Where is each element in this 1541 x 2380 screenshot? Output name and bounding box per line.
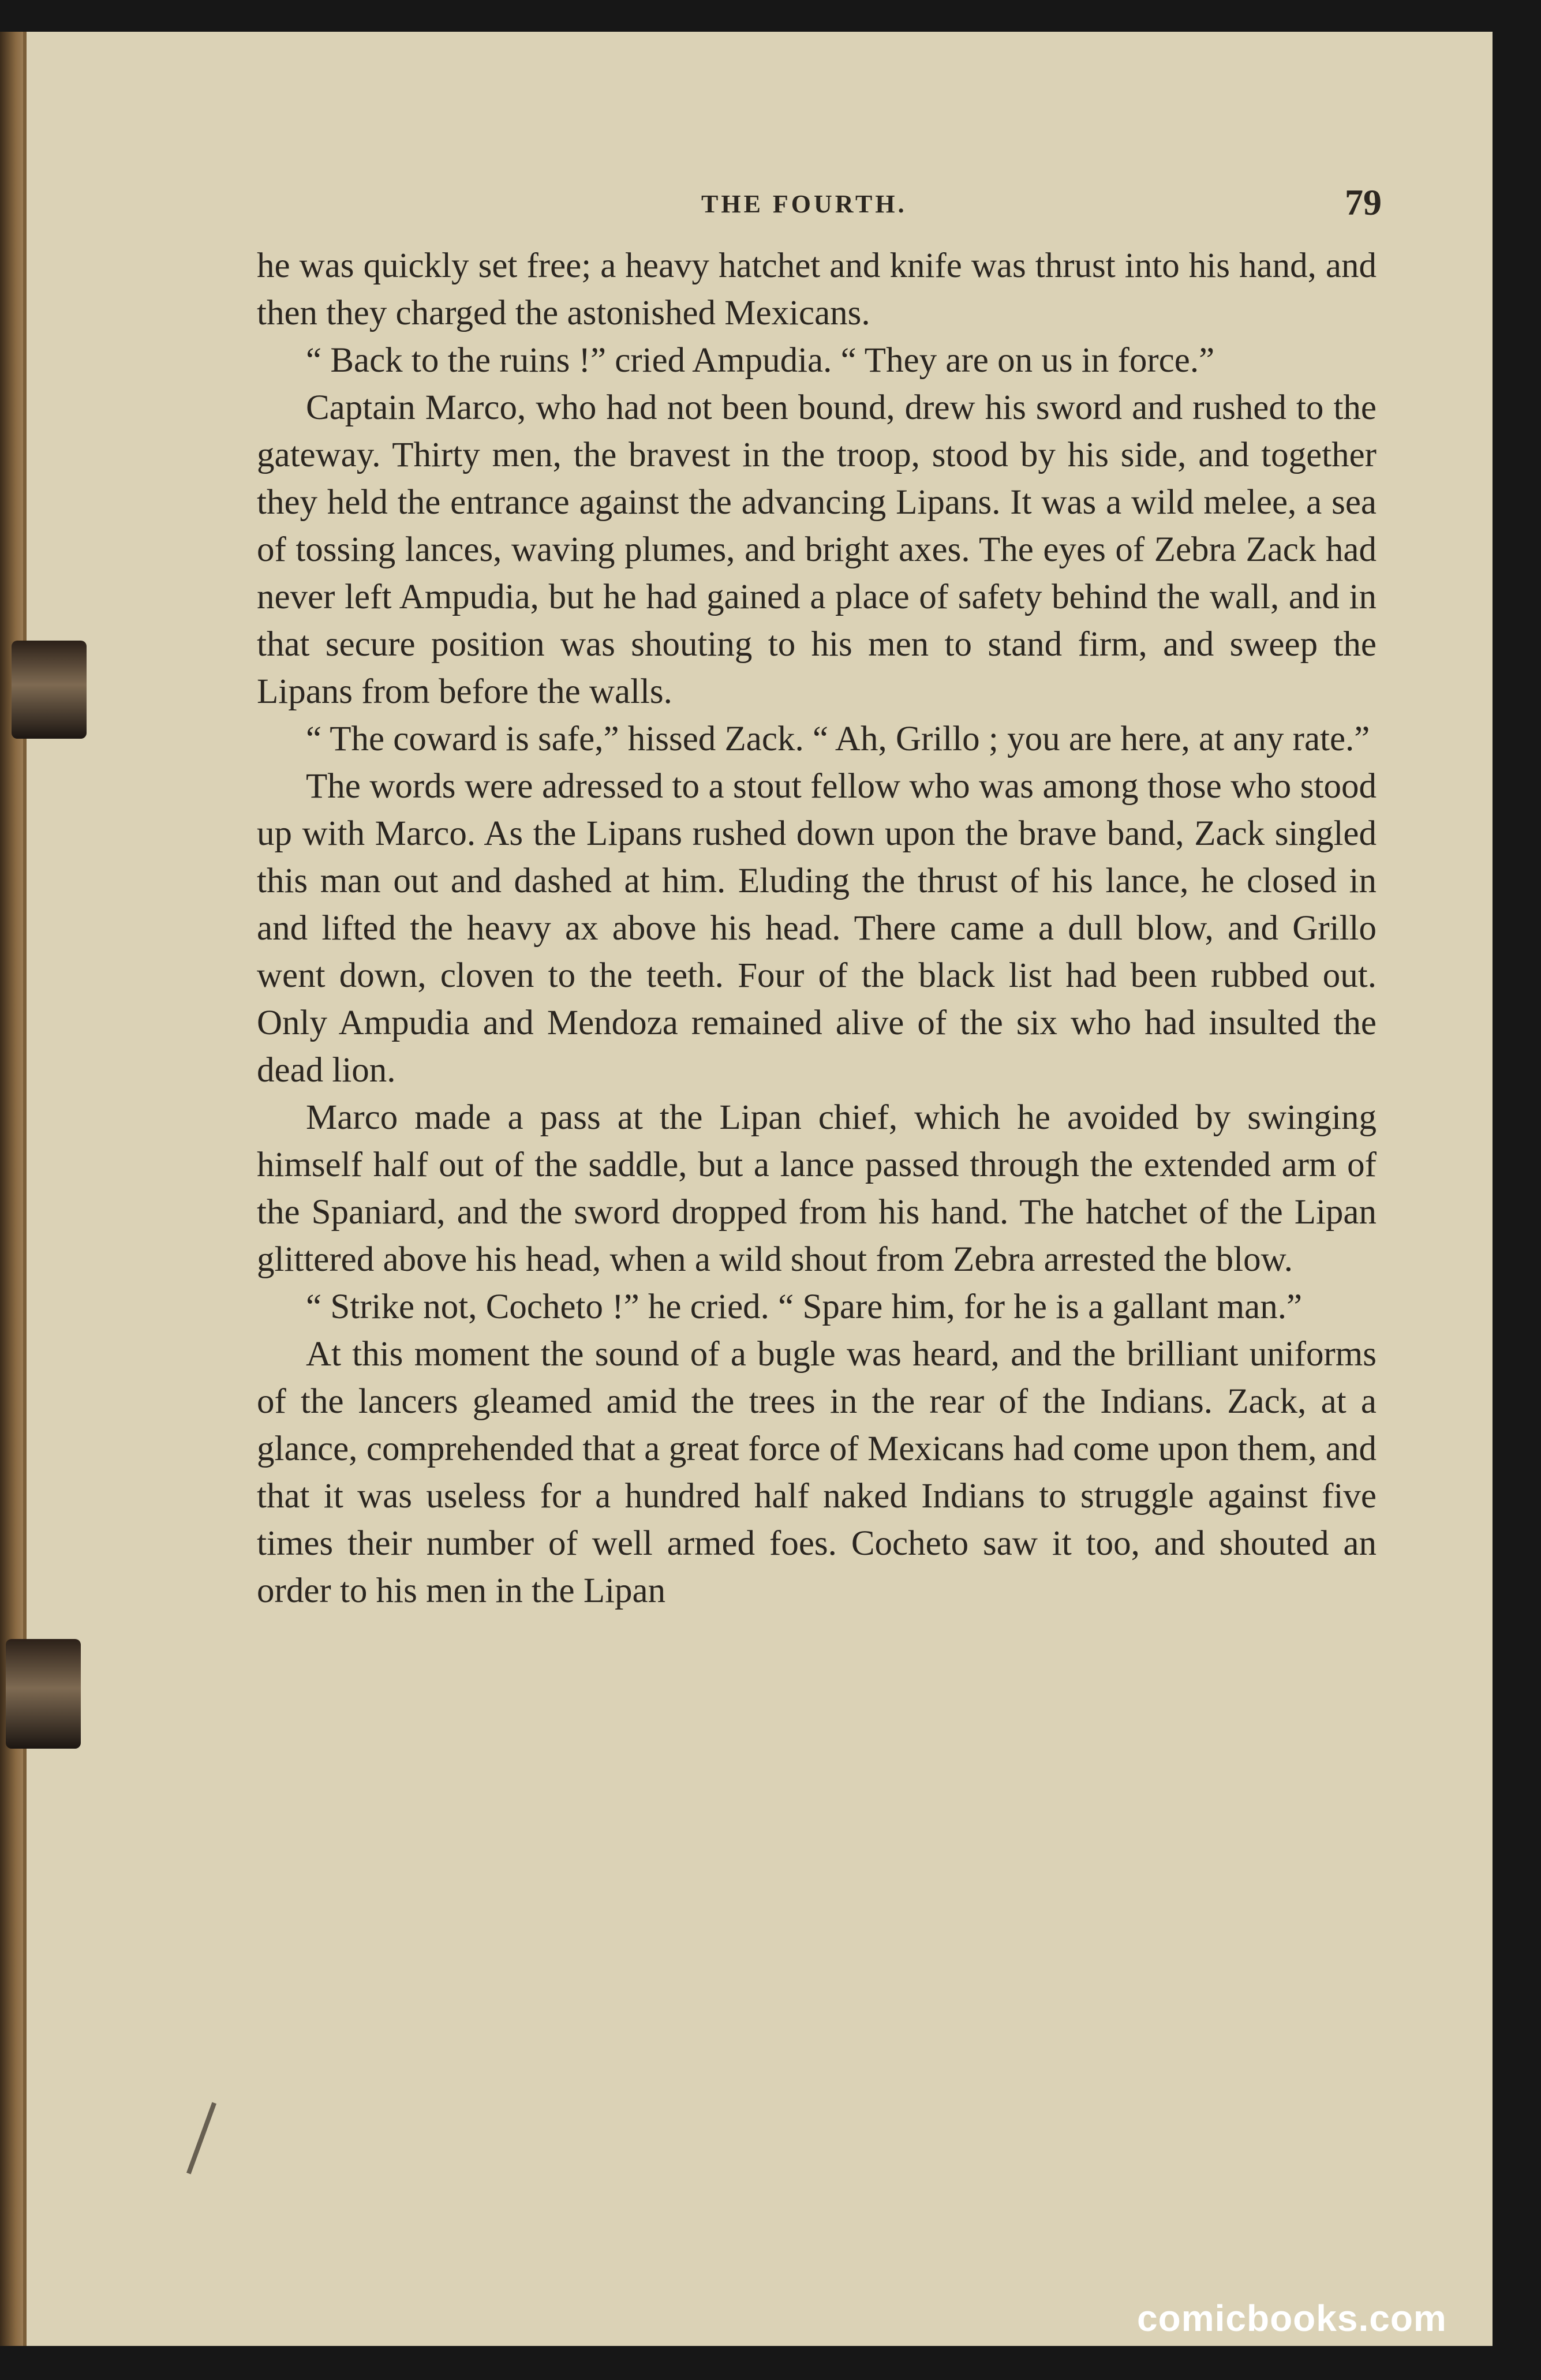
- binding-staple-top: [12, 641, 87, 739]
- paragraph: “ The coward is safe,” hissed Zack. “ Ah, Grillo ; you are here, at any rate.”: [306, 720, 1370, 758]
- paragraph: he was quickly set free; a heavy hatchet and knife was thrust into his hand, and then they charged the astonished Mexicans.: [257, 246, 1377, 332]
- page-number: 79: [1345, 182, 1382, 223]
- paragraph: Marco made a pass at the Lipan chief, which he avoided by swinging himself half out of the saddle, but a lance passed through the extended arm of the Spaniard, and the sword dropped from his hand. The hatchet of the Lipan glittered above his head, when a wild shout from Zebra arrested the blow.: [257, 1098, 1377, 1279]
- paragraph: The words were adressed to a stout fellow who was among those who stood up with Marco. As the Lipans rushed down upon the brave band, Zack singled this man out and dashed at him. Eluding the thrust of his lance, he closed in and lifted the heavy ax above his head. There came a dull blow, and Grillo went down, cloven to the teeth. Four of the black list had been rubbed out. Only Ampudia and Mendoza remained alive of the six who had insulted the dead lion.: [257, 767, 1377, 1090]
- running-header: [0, 182, 1541, 224]
- paragraph: Captain Marco, who had not been bound, drew his sword and rushed to the gateway. Thirty men, the bravest in the troop, stood by his side, and together they held the entrance against the advancing Lipans. It was a wild melee, a sea of tossing lances, waving plumes, and bright axes. The eyes of Zebra Zack had never left Ampudia, but he had gained a place of safety behind the wall, and in that secure position was shouting to his men to stand firm, and sweep the Lipans from before the walls.: [257, 388, 1377, 711]
- watermark: comicbooks.com: [1137, 2297, 1447, 2339]
- paragraph: “ Strike not, Cocheto !” he cried. “ Spare him, for he is a gallant man.”: [306, 1288, 1303, 1326]
- paragraph: At this moment the sound of a bugle was heard, and the brilliant uniforms of the lancers gleamed amid the trees in the rear of the Indians. Zack, at a glance, comprehended that a great force of Mexicans had come upon them, and that it was useless for a hundred half naked Indians to struggle against five times their number of well armed foes. Cocheto saw it too, and shouted an order to his men in the Lipan: [257, 1335, 1377, 1610]
- binding-staple-bottom: [6, 1639, 81, 1749]
- body-text: [257, 242, 1377, 1615]
- paragraph: “ Back to the ruins !” cried Ampudia. “ They are on us in force.”: [306, 341, 1215, 380]
- running-title: THE FOURTH.: [701, 190, 907, 218]
